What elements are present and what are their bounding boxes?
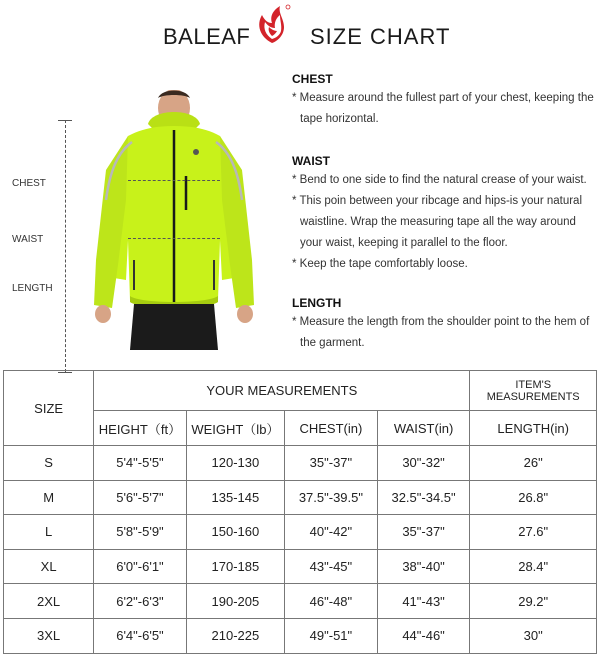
waist-cell: 41"-43" <box>377 584 470 619</box>
baleaf-leaf-logo-icon <box>250 3 294 47</box>
length-label: LENGTH <box>12 283 53 294</box>
length-instructions <box>292 294 598 354</box>
weight-column-header: WEIGHT（lb） <box>186 411 284 446</box>
measure-tick-top <box>58 120 72 121</box>
item-measurements-header: ITEM'S MEASUREMENTS <box>470 371 597 411</box>
chest-column-header: CHEST(in) <box>285 411 378 446</box>
height-cell: 5'6"-5'7" <box>94 480 186 515</box>
waist-cell: 32.5"-34.5" <box>377 480 470 515</box>
chest-cell: 43"-45" <box>285 549 378 584</box>
table-row <box>4 584 597 619</box>
size-chart-table <box>3 370 597 654</box>
chest-cell: 46"-48" <box>285 584 378 619</box>
weight-cell: 190-205 <box>186 584 284 619</box>
waist-instruction-line: * This poin between your ribcage and hips-is your natural waistline. Wrap the measuring tape all the way around your waist, keeping it parallel to the floor. <box>292 195 583 249</box>
table-row <box>4 549 597 584</box>
chest-heading: CHEST <box>292 72 333 86</box>
table-row <box>4 618 597 653</box>
waist-instructions <box>292 152 598 275</box>
height-cell: 5'8"-5'9" <box>94 515 186 550</box>
model-jacket-image <box>88 90 268 350</box>
table-row <box>4 480 597 515</box>
weight-cell: 170-185 <box>186 549 284 584</box>
measurement-figure <box>0 60 290 360</box>
length-cell: 29.2" <box>470 584 597 619</box>
length-cell: 30" <box>470 618 597 653</box>
length-cell: 28.4" <box>470 549 597 584</box>
brand-name: BALEAF <box>163 24 251 49</box>
length-column-header: LENGTH(in) <box>470 411 597 446</box>
length-cell: 26" <box>470 446 597 481</box>
waist-cell: 38"-40" <box>377 549 470 584</box>
page-title: SIZE CHART <box>310 24 451 49</box>
waist-instruction-line: * Bend to one side to find the natural crease of your waist. <box>292 174 587 186</box>
waist-instruction-line: * Keep the tape comfortably loose. <box>292 258 468 270</box>
chest-instruction-line: * Measure around the fullest part of your chest, keeping the tape horizontal. <box>292 92 594 125</box>
size-cell: M <box>4 480 94 515</box>
waist-cell: 30"-32" <box>377 446 470 481</box>
length-cell: 26.8" <box>470 480 597 515</box>
weight-cell: 210-225 <box>186 618 284 653</box>
size-cell: L <box>4 515 94 550</box>
chest-guide-line <box>128 180 220 181</box>
height-cell: 6'4"-6'5" <box>94 618 186 653</box>
table-row <box>4 515 597 550</box>
weight-cell: 150-160 <box>186 515 284 550</box>
chest-instructions <box>292 70 598 130</box>
height-cell: 6'2"-6'3" <box>94 584 186 619</box>
your-measurements-header: YOUR MEASUREMENTS <box>94 371 470 411</box>
chest-label: CHEST <box>12 178 46 189</box>
waist-column-header: WAIST(in) <box>377 411 470 446</box>
waist-cell: 44"-46" <box>377 618 470 653</box>
waist-cell: 35"-37" <box>377 515 470 550</box>
waist-heading: WAIST <box>292 154 330 168</box>
height-column-header: HEIGHT（ft） <box>94 411 186 446</box>
length-instruction-line: * Measure the length from the shoulder point to the hem of the garment. <box>292 316 590 349</box>
height-cell: 5'4"-5'5" <box>94 446 186 481</box>
size-cell: 2XL <box>4 584 94 619</box>
chest-cell: 35"-37" <box>285 446 378 481</box>
height-cell: 6'0"-6'1" <box>94 549 186 584</box>
chest-cell: 49"-51" <box>285 618 378 653</box>
header <box>0 0 600 60</box>
weight-cell: 120-130 <box>186 446 284 481</box>
waist-label: WAIST <box>12 234 44 245</box>
size-cell: S <box>4 446 94 481</box>
weight-cell: 135-145 <box>186 480 284 515</box>
length-heading: LENGTH <box>292 296 342 310</box>
size-cell: XL <box>4 549 94 584</box>
chest-cell: 40"-42" <box>285 515 378 550</box>
length-cell: 27.6" <box>470 515 597 550</box>
size-column-header: SIZE <box>4 371 94 446</box>
table-row <box>4 446 597 481</box>
measure-line <box>65 120 66 372</box>
size-cell: 3XL <box>4 618 94 653</box>
chest-cell: 37.5"-39.5" <box>285 480 378 515</box>
waist-guide-line <box>128 238 220 239</box>
